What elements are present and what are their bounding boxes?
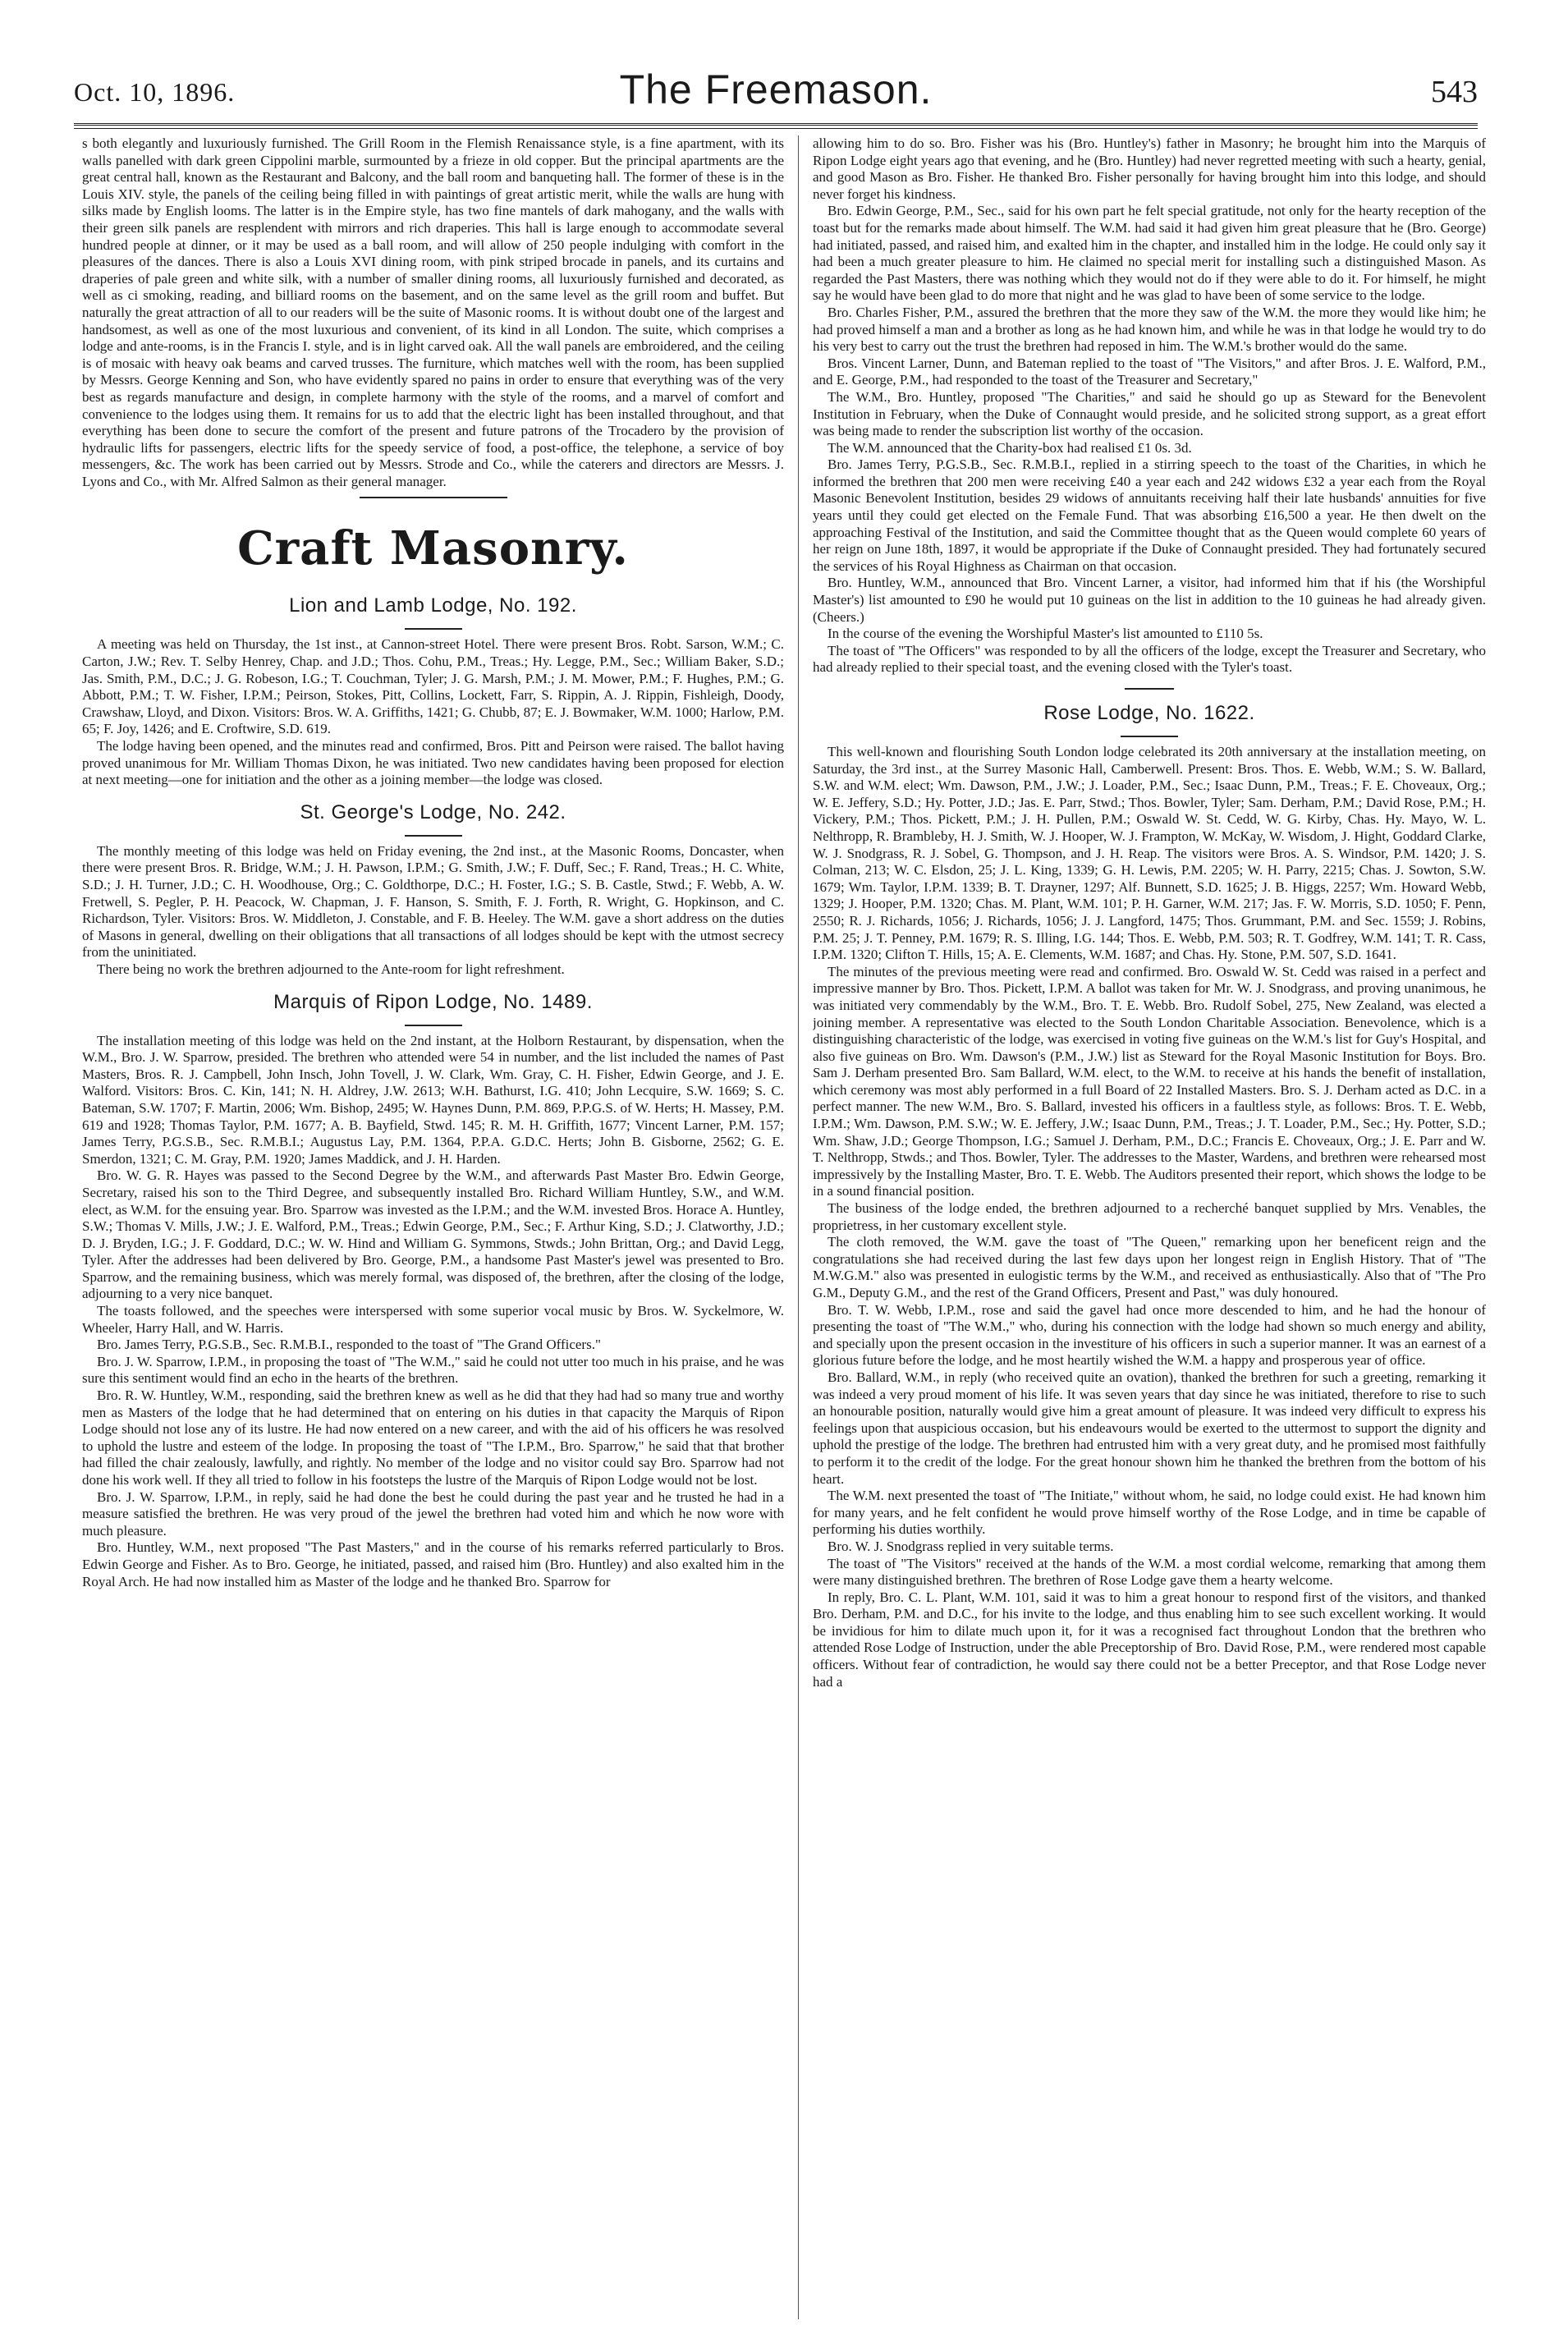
heading-rule — [1121, 736, 1178, 737]
right-column — [813, 135, 1486, 2319]
article-paragraph: The W.M. next presented the toast of "The Initiate," without whom, he said, no lodge could exist. He had known him for many years, and he felt confident he would prove himself worthy of the Rose Lodge, and in time be capable of performing his duties worthily. — [813, 1488, 1486, 1538]
column-divider — [798, 135, 799, 2319]
article-paragraph: Bro. Ballard, W.M., in reply (who received quite an ovation), thanked the brethren for such a greeting, remarking it was indeed a very proud moment of his life. It was seven years that day since he was initiated, therefore to rise to such an honourable position, naturally would give him a great amount of pleasure. It was indeed very difficult to express his feelings upon that auspicious occasion, but his endeavours would be exerted to the uttermost to support the dignity and uphold the prestige of the lodge. The brethren had entrusted him with a very great duty, and he promised most faithfully to perform it to the credit of the lodge. For the great honour shown him he thanked the brethren from the bottom of his heart. — [813, 1369, 1486, 1487]
article-paragraph: allowing him to do so. Bro. Fisher was his (Bro. Huntley's) father in Masonry; he brought him into the Marquis of Ripon Lodge eight years ago that evening, and he (Bro. Huntley) had never regretted meeting with such a hearty, genial, and good Mason as Bro. Fisher. He thanked Bro. Fisher personally for having brought him into this lodge, and should never forget his kindness. — [813, 135, 1486, 202]
article-paragraph: Bro. Huntley, W.M., next proposed "The Past Masters," and in the course of his remarks referred particularly to Bros. Edwin George and Fisher. As to Bro. George, he initiated, passed, and raised him (Bro. Huntley) and also exalted him in the Royal Arch. He had now installed him as Master of the lodge and he thanked Bro. Sparrow for — [82, 1539, 784, 1589]
section-rule-top — [360, 497, 507, 498]
article-paragraph: Bro. Edwin George, P.M., Sec., said for his own part he felt special gratitude, not only for the hearty reception of the toast but for the remarks made about himself. The W.M. had said it had given him great pleasure that he (Bro. George) had initiated, passed, and raised him, and exalted him in the chapter, and installed him in the lodge. He could only say it had been a much greater pleasure to him. He claimed no special merit for installing such a distinguished Mason. As regarded the Past Masters, there was nothing which they would not do if they were able to do it. For himself, he might say he would have been glad to do more that night and he was glad to have been of some service to the lodge. — [813, 203, 1486, 304]
article-paragraph: The installation meeting of this lodge was held on the 2nd instant, at the Holborn Restaurant, by dispensation, when the W.M., Bro. J. W. Sparrow, presided. The brethren who attended were 54 in number, and the list included the names of Past Masters, Bros. R. J. Campbell, John Insch, John Tovell, J. W. Clark, Wm. Gray, C. H. Fisher, Edwin George, and J. E. Walford. Visitors: Bros. C. Kin, 141; N. H. Aldrey, J.W. 2613; W.H. Bathurst, I.G. 410; John Lecquire, S.W. 1669; S. C. Bateman, S.W. 1707; F. Martin, 2006; Wm. Bishop, 2495; W. Haynes Dunn, P.M. 869, P.P.G.S. of W. Herts; H. Massey, P.M. 619 and 1928; Thomas Taylor, P.M. 1677; A. B. Bayfield, Stwd. 145; R. M. H. Griffith, 1677; Vincent Larner, P.M. 157; James Terry, P.G.S.B., Sec. R.M.B.I.; Augustus Lay, P.M. 1364, P.P.A. G.D.C. Herts; John B. Gisborne, 2562; G. E. Smerdon, 1321; C. M. Gray, P.M. 1920; James Maddick, and J. H. Harden. — [82, 1032, 784, 1167]
article-paragraph: Bro. James Terry, P.G.S.B., Sec. R.M.B.I., responded to the toast of "The Grand Officers." — [97, 1337, 601, 1353]
section-separator — [1125, 688, 1174, 690]
article-paragraph: In the course of the evening the Worshipful Master's list amounted to £110 5s. — [828, 626, 1263, 642]
article-paragraph: Bro. R. W. Huntley, W.M., responding, said the brethren knew as well as he did that they had had so many true and worthy men as Masters of the lodge that he had determined that on entering on his duties in that capacity the Marquis of Ripon Lodge should not lose any of its lustre. He had now entered on a new career, and with the aid of his officers he was resolved to uphold the lustre and esteem of the lodge. In proposing the toast of "The I.P.M., Bro. Sparrow," he said that that brother had filled the chair zealously, lawfully, and rightly. No member of the lodge and no visitor could say Bro. Sparrow had not done his work well. If they all tried to follow in his footsteps the lustre of the Marquis of Ripon Lodge would not be lost. — [82, 1387, 784, 1488]
newspaper-title: The Freemason. — [619, 67, 933, 112]
lodge-heading-marquis-of-ripon: Marquis of Ripon Lodge, No. 1489. — [273, 990, 593, 1013]
lodge-heading-rose: Rose Lodge, No. 1622. — [1043, 702, 1255, 724]
article-paragraph: The cloth removed, the W.M. gave the toast of "The Queen," remarking upon her beneficent reign and the congratulations she had received during the last few days upon her longest reign in English History. That of "The M.W.G.M." also was presented in eulogistic terms by the W.M., and received as enthusiastically. Also that of "The Pro G.M., Deputy G.M., and the rest of the Grand Officers, Present and Past," was duly honoured. — [813, 1234, 1486, 1300]
article-paragraph: Bro. J. W. Sparrow, I.P.M., in proposing the toast of "The W.M.," said he could not utter too much in his praise, and he was sure this sentiment would find an echo in the hearts of the brethren. — [82, 1353, 784, 1387]
article-paragraph: The W.M. announced that the Charity-box had realised £1 0s. 3d. — [828, 439, 1192, 456]
lodge-heading-st-georges: St. George's Lodge, No. 242. — [300, 800, 566, 823]
article-paragraph: The monthly meeting of this lodge was held on Friday evening, the 2nd inst., at the Masonic Rooms, Doncaster, when there were present Bros. R. Bridge, W.M.; J. H. Pawson, I.P.M.; G. Smith, J.W.; F. Duff, Sec.; F. Rand, Treas.; H. C. White, S.D.; J. H. Turner, J.D.; C. H. Woodhouse, Org.; C. Goldthorpe, D.C.; H. Foster, I.G.; S. B. Castle, Stwd.; F. Webb, A. W. Fretwell, S. Pegler, P. H. Peacock, W. Chapman, J. F. Hanson, S. Smith, F. J. Forth, R. Wright, G. Hopkinson, and C. Richardson, Tyler. Visitors: Bros. W. Middleton, J. Constable, and F. B. Heeley. The W.M. gave a short address on the duties of Masons in general, dwelling on their obligations that all transactions of all lodges should be kept with the utmost secrecy from the uninitiated. — [82, 842, 784, 961]
article-paragraph: A meeting was held on Thursday, the 1st inst., at Cannon-street Hotel. There were present Bros. Robt. Sarson, W.M.; C. Carton, J.W.; Rev. T. Selby Henrey, Chap. and J.D.; Thos. Cohu, P.M., Treas.; Hy. Legge, P.M., Sec.; William Baker, S.D.; Jas. Smith, P.M., D.C.; J. G. Robeson, I.G.; T. Couchman, Tyler; J. G. Marsh, P.M.; J. M. Mower, P.M.; F. Hughes, P.M.; G. Abbott, P.M.; T. W. Fisher, I.P.M.; Peirson, Stokes, Pitt, Collins, Lockett, Farr, S. Rippin, A. J. Rippin, Fishleigh, Doody, Crawshaw, Lloyd, and Dixon. Visitors: Bros. W. A. Griffiths, 1421; G. Chubb, 87; E. J. Bowmaker, W.M. 1000; Harlow, P.M. 65; F. Joy, 1426; and E. Croftwire, S.D. 619. — [82, 636, 784, 737]
page-number: 543 — [1431, 75, 1478, 109]
article-paragraph: The minutes of the previous meeting were read and confirmed. Bro. Oswald W. St. Cedd was raised in a perfect and impressive manner by Bro. Thos. Pickett, I.P.M. A ballot was taken for Mr. W. J. Snodgrass, and proving unanimous, he was initiated very commendably by the W.M., Bro. T. E. Webb. Bro. Rudolf Sobel, 275, New Zealand, was elected a joining member. A representative was elected to the South London Charitable Association. Benevolence, which is a distinguishing characteristic of the lodge, was exercised in voting five guineas on the W.M.'s list for Guy's Hospital, and also five guineas on Bro. Wm. Dawson's (P.M., J.W.) list as Steward for the Royal Masonic Institution for Boys. Bro. Sam J. Derham presented Bro. Sam Ballard, W.M. elect, to the W.M. to receive at his hands the benefit of installation, which ceremony was most ably performed in a full Board of 22 Installed Masters. Bro. S. J. Derham acted as D.C. in a perfect manner. The new W.M., Bro. S. Ballard, invested his officers in a faultless style, as follows: Bros. T. E. Webb, I.P.M.; Wm. Dawson, P.M. S.W.; W. E. Jeffery, J.W.; Isaac Dunn, P.M., Treas.; J. T. Loader, P.M., Sec.; Hy. Potter, S.D.; Wm. Shaw, J.D.; George Thompson, I.G.; Samuel J. Derham, P.M., D.C.; Francis E. Choveaux, Org.; J. E. Parr and W. T. Nelthropp, Stwds.; and Thos. Bowler, Tyler. The addresses to the Master, Wardens, and brethren were rehearsed most impressively by the Installing Master, Bro. T. E. Webb. The Auditors presented their report, which shows the lodge to be in a sound financial position. — [813, 963, 1486, 1199]
issue-date: Oct. 10, 1896. — [74, 77, 236, 107]
trocadero-article: s both elegantly and luxuriously furnished. The Grill Room in the Flemish Renaissance style, is a fine apartment, with its walls panelled with dark green Cippolini marble, surmounted by a frieze in old copper. But the principal apartments are the great central hall, known as the Restaurant and Balcony, and the ball room and banqueting hall. The former of these is in the Louis XIV. style, the panels of the ceiling being filled in with paintings of great artistic merit, while the walls are hung with silks made by English looms. The latter is in the Empire style, has two fine mantels of dark mahogany, and the walls with their green silk panels are resplendent with mirrors and rich draperies. This hall is large enough to accommodate several hundred people at dinner, or it may be used as a ball room, and will allow of 250 people indulging with comfort in the pleasures of the dances. There is also a Louis XVI dining room, with pink striped brocade in panels, and its curtains and draperies of pale green and white silk, with a number of smaller dining rooms, all luxuriously furnished and decorated, as well as ci smoking, reading, and billiard rooms on the basement, and on the same level as the grill room and buffet. But naturally the great attraction of all to our readers will be the suite of Masonic rooms. It is without doubt one of the largest and handsomest, as well as one of the most luxurious and convenient, of its kind in all London. The suite, which comprises a lodge and ante-rooms, is in the Francis I. style, and is in light carved oak. All the wall panels are embroidered, and the ceiling is of mosaic with heavy oak beams and carved trusses. The furniture, which matches well with the room, has been supplied by Messrs. George Kenning and Son, who have evidently spared no pains in order to ensure that everything was of the very best as regards manufacture and design, in complete harmony with the style of the rooms, and a marvel of comfort and convenience to the lodges using them. It remains for us to add that the electric light has been installed throughout, and that everything has been done to secure the comfort of the present and future patrons of the Trocadero by the provision of hydraulic lifts for passengers, electric lifts for the speedy service of food, a post-office, the telephone, a service of boy messengers, &c. The work has been carried out by Messrs. Strode and Co., while the caterers and directors are Messrs. J. Lyons and Co., with Mr. Alfred Salmon as their general manager. — [82, 135, 784, 489]
article-paragraph: Bro. Charles Fisher, P.M., assured the brethren that the more they saw of the W.M. the more they would like him; he had proved himself a man and a brother as long as he had known him, and while he was in that lodge he would try to do his very best to carry out the trust the brethren had reposed in him. The W.M.'s brother would do the same. — [813, 304, 1486, 355]
article-paragraph: Bro. T. W. Webb, I.P.M., rose and said the gavel had once more descended to him, and he had the honour of presenting the toast of "The W.M.," who, during his connection with the lodge had shown so much energy and ability, and specially upon the present occasion in the investiture of his officers in such a superior manner. It was an earnest of a glorious future before the lodge, and he most heartily wished the W.M. a happy and prosperous year of office. — [813, 1301, 1486, 1369]
left-column — [82, 135, 784, 2319]
article-paragraph: In reply, Bro. C. L. Plant, W.M. 101, said it was to him a great honour to respond first of the visitors, and thanked Bro. Derham, P.M. and D.C., for his invite to the lodge, and thus enabling him to see such excellent working. It would be invidious for him to dilate much upon it, for it was a recognised fact throughout London that the brethren who attended Rose Lodge of Instruction, under the able Preceptorship of Bro. David Rose, P.M., were rendered most capable officers. Without fear of contradiction, he would say there could not be a better Preceptor, and that Rose Lodge never had a — [813, 1589, 1486, 1690]
article-paragraph: Bro. W. J. Snodgrass replied in very suitable terms. — [828, 1538, 1114, 1554]
heading-rule — [405, 628, 462, 630]
article-paragraph: Bro. J. W. Sparrow, I.P.M., in reply, said he had done the best he could during the past year and he trusted he had in a measure satisfied the brethren. He was very proud of the jewel the brethren had voted him and which he now wore with much pleasure. — [82, 1488, 784, 1539]
article-paragraph: Bro. James Terry, P.G.S.B., Sec. R.M.B.I., replied in a stirring speech to the toast of the Charities, in which he informed the brethren that 200 men were receiving £40 a year each and 242 widows £32 a year each from the Royal Masonic Benevolent Institution, besides 29 widows of annuitants receiving half their late husbands' annuities for five years until they could get elected on the Female Fund. That was absorbing £16,500 a year. He then dwelt on the approaching Festival of the Institution, and said the Committee thought that as the Queen would complete 60 years of her reign on June 18th, 1897, it would be appropriate if the Duke of Connaught presided. They had fortunately secured the services of his Royal Highness as Chairman on that occasion. — [813, 456, 1486, 574]
article-paragraph: There being no work the brethren adjourned to the Ante-room for light refreshment. — [97, 961, 565, 977]
section-title: Craft Masonry. — [237, 521, 629, 576]
article-paragraph: Bro. W. G. R. Hayes was passed to the Second Degree by the W.M., and afterwards Past Master Bro. Edwin George, Secretary, raised his son to the Third Degree, and subsequently installed Bro. Richard William Huntley, S.W., and W.M. elect, as W.M. for the ensuing year. Bro. Sparrow was invested as the I.P.M.; and the W.M. invested Bros. Horace A. Huntley, S.W.; Thomas V. Mills, J.W.; J. E. Walford, P.M., Treas.; Edwin George, P.M., Sec.; F. Arthur King, S.D.; J. Clatworthy, J.D.; D. J. Bryden, I.G.; J. F. Goddard, D.C.; W. W. Hind and William G. Symmons, Stwds.; John Brittan, Org.; and David Legg, Tyler. After the addresses had been delivered by Bro. George, P.M., a handsome Past Master's jewel was presented to Bro. Sparrow, and the remaining business, which was merely formal, was disposed of, the brethren, after the closing of the lodge, adjourning to a very nice banquet. — [82, 1167, 784, 1302]
heading-rule — [405, 1025, 462, 1026]
masthead — [74, 66, 1478, 115]
article-paragraph: This well-known and flourishing South London lodge celebrated its 20th anniversary at the installation meeting, on Saturday, the 3rd inst., at the Surrey Masonic Hall, Camberwell. Present: Bros. Thos. E. Webb, W.M.; S. W. Ballard, S.W. and W.M. elect; Wm. Dawson, P.M., J.W.; J. Loader, P.M., Sec.; Isaac Dunn, P.M., Treas.; F. E. Choveaux, Org.; W. E. Jeffery, S.D.; Hy. Potter, J.D.; Jas. E. Parr, Stwd.; Thos. Bowler, Tyler; Sam. Derham, P.M.; David Rose, P.M.; H. Vickery, P.M.; Thos. Pickett, P.M.; J. H. Pullen, P.M.; Oswald W. St. Cedd, W. G. Kirby, Chas. Hy. Mayo, W. L. Nelthropp, R. Brambleby, H. J. Smith, W. J. Hooper, W. J. Frampton, W. McKay, W. Wisdom, J. Hight, Goddard Clarke, W. J. Snodgrass, R. J. Sobel, G. Thompson, and J. H. Reap. The visitors were Bros. A. S. Windsor, P.M. 1420; J. S. Colman, 213; W. C. Elsdon, 25; J. L. King, 1339; G. H. Lewis, P.M. 2205; W. H. Parry, 2215; Chas. J. Sowton, S.W. 1679; Wm. Taylor, I.P.M. 1339; B. T. Drayner, 1297; Alf. Bunnett, S.D. 1625; J. B. Higgs, 2257; Wm. Howard Webb, 1329; J. Hooper, P.M. 1320; Chas. M. Plant, W.M. 101; P. H. Garner, W.M. 217; Jas. F. W. Morris, S.D. 1050; F. Penn, 2550; R. J. Richards, 1056; J. Richards, 1056; J. J. Langford, 1475; Thos. Grummant, P.M. and Sec. 1559; J. Robins, P.M. 25; J. T. Penney, P.M. 1679; R. S. Illing, I.G. 144; Thos. E. Webb, P.M. 503; R. T. Godfrey, W.M. 141; T. R. Cass, I.P.M. 1320; Clifton T. Hills, 15; A. E. Clements, W.M. 1687; and Chas. Hy. Stone, P.M. 507, S.D. 1641. — [813, 744, 1486, 963]
heading-rule — [405, 835, 462, 837]
article-paragraph: The W.M., Bro. Huntley, proposed "The Charities," and said he should go up as Steward for the Benevolent Institution in February, when the Duke of Connaught would preside, and he solicited strong support, as a great effort was being made to render the subscription list worthy of the occasion. — [813, 388, 1486, 439]
article-paragraph: The toast of "The Officers" was responded to by all the officers of the lodge, except the Treasurer and Secretary, who had already replied to their special toast, and the evening closed with the Tyler's toast. — [813, 642, 1486, 676]
article-paragraph: The toast of "The Visitors" received at the hands of the W.M. a most cordial welcome, remarking that among them were many distinguished brethren. The brethren of Rose Lodge gave them a hearty welcome. — [813, 1555, 1486, 1589]
article-paragraph: Bro. Huntley, W.M., announced that Bro. Vincent Larner, a visitor, had informed him that if his (the Worshipful Master's) list amounted to £90 he would put 10 guineas on the list in addition to the 10 guineas he had already given. (Cheers.) — [813, 575, 1486, 625]
article-paragraph: Bros. Vincent Larner, Dunn, and Bateman replied to the toast of "The Visitors," and after Bros. J. E. Walford, P.M., and E. George, P.M., had responded to the toast of the Treasurer and Secretary," — [813, 355, 1486, 388]
article-paragraph: The lodge having been opened, and the minutes read and confirmed, Bros. Pitt and Peirson were raised. The ballot having proved unanimous for Mr. William Thomas Dixon, he was initiated. Two new candidates having been proposed for election at next meeting—one for initiation and the other as a joining member—the lodge was closed. — [82, 738, 784, 788]
article-paragraph: The business of the lodge ended, the brethren adjourned to a recherché banquet supplied by Mrs. Venables, the proprietress, in her customary excellent style. — [813, 1200, 1486, 1233]
masthead-rule — [74, 123, 1478, 129]
article-paragraph: The toasts followed, and the speeches were interspersed with some superior vocal music by Bros. W. Syckelmore, W. Wheeler, Harry Hall, and W. Harris. — [82, 1303, 784, 1336]
lodge-heading-lion-and-lamb: Lion and Lamb Lodge, No. 192. — [289, 594, 577, 617]
